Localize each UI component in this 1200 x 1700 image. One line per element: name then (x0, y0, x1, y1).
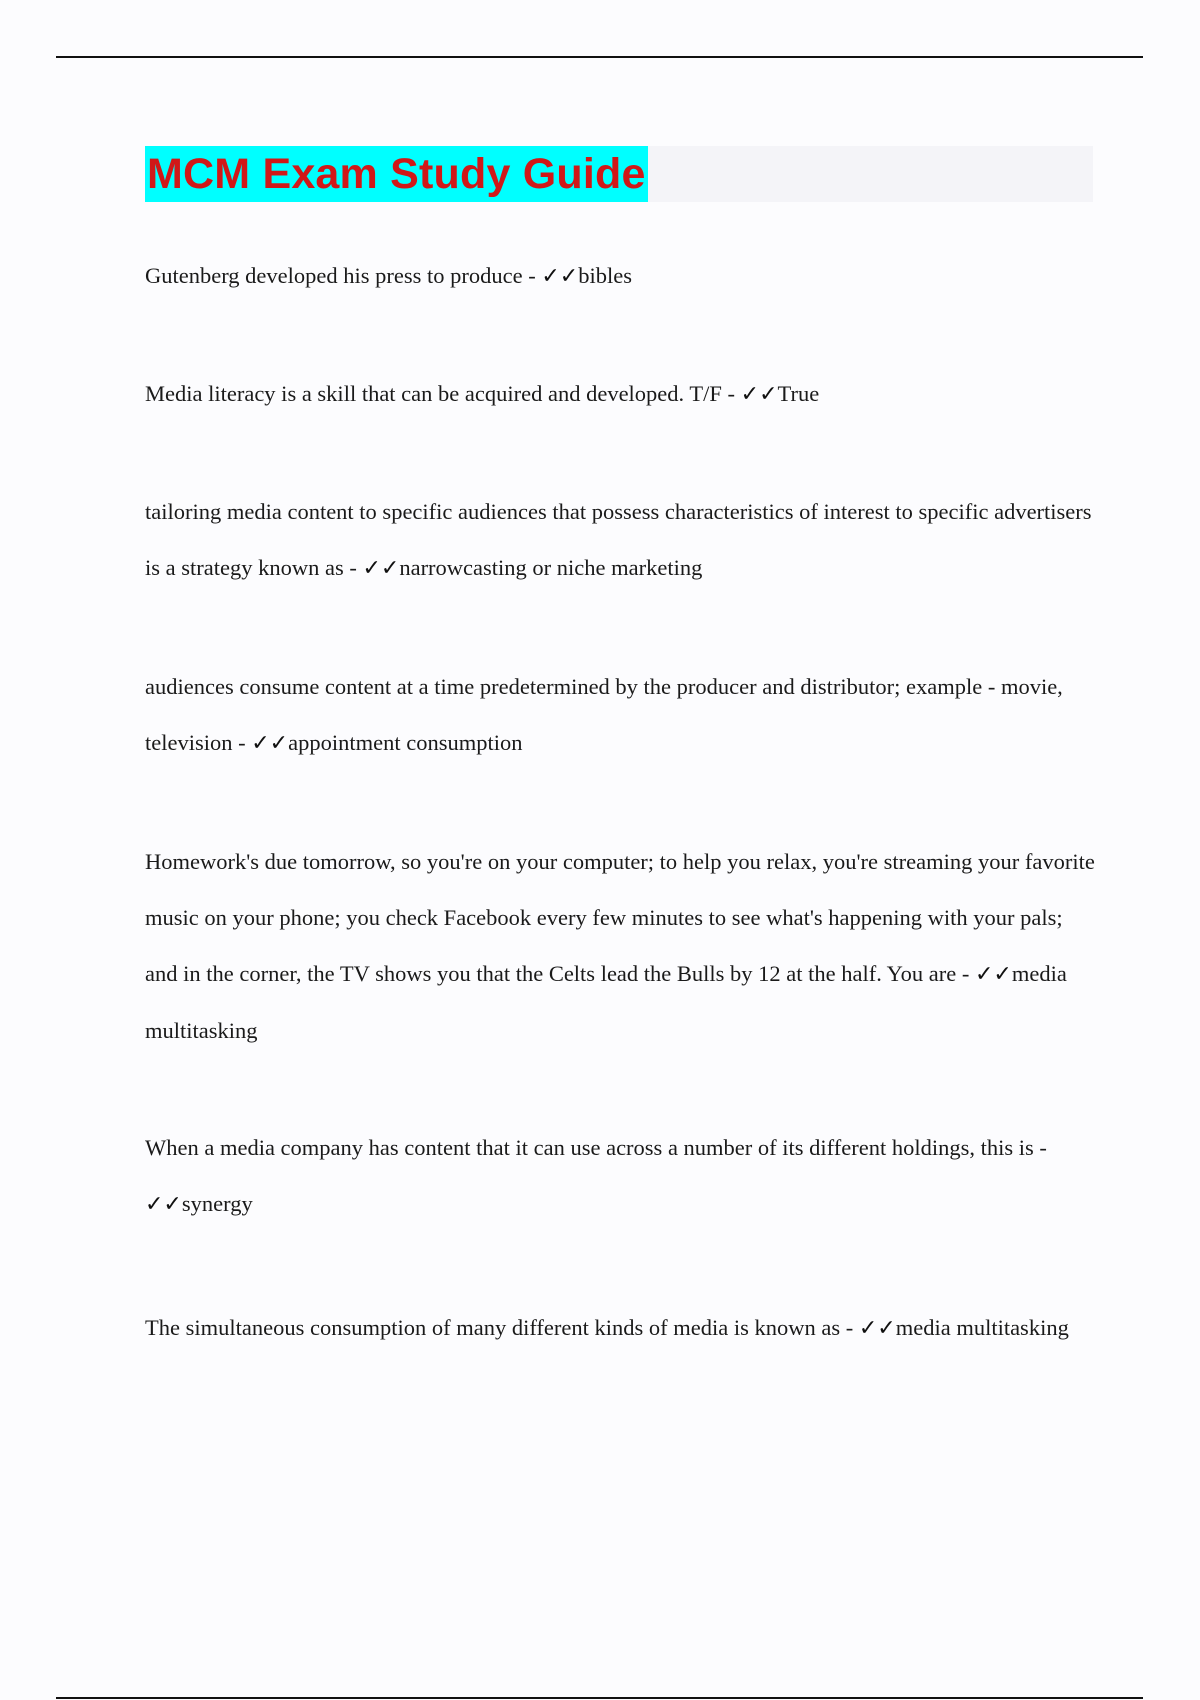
question-text: Homework's due tomorrow, so you're on your computer; to help you relax, you're streaming your favorite music on your phone; you check Facebook every few minutes to see what's happening with your pals; and in the corner, the TV shows you that the Celts lead the Bulls by 12 at the half. You are - (145, 849, 1095, 986)
double-check-icon: ✓✓ (975, 962, 1012, 987)
double-check-icon: ✓✓ (740, 382, 778, 407)
answer-text: synergy (181, 1191, 253, 1216)
qa-item-2 (145, 366, 1095, 423)
question-text: The simultaneous consumption of many different kinds of media is known as - (145, 1315, 859, 1340)
qa-item-1 (145, 248, 1095, 305)
question-text: tailoring media content to specific audiences that possess characteristics of interest to specific advertisers is a strategy known as - (145, 499, 1092, 580)
double-check-icon: ✓✓ (251, 731, 289, 756)
answer-text: True (777, 381, 820, 406)
answer-text: media multitasking (145, 961, 1067, 1043)
qa-item-4 (145, 659, 1095, 772)
qa-item-3 (145, 484, 1095, 597)
question-text: Gutenberg developed his press to produce - (145, 263, 542, 288)
document-title: MCM Exam Study Guide (145, 146, 648, 202)
top-rule (56, 56, 1143, 58)
double-check-icon: ✓✓ (541, 264, 579, 289)
question-text: When a media company has content that it can use across a number of its different holdings, this is - (145, 1135, 1047, 1160)
answer-text: media multitasking (895, 1315, 1069, 1340)
double-check-icon: ✓✓ (858, 1316, 896, 1341)
answer-text: narrowcasting or niche marketing (399, 555, 703, 580)
answer-text: bibles (578, 263, 632, 288)
answer-text: appointment consumption (288, 730, 523, 755)
qa-item-6 (145, 1120, 1095, 1233)
double-check-icon: ✓✓ (145, 1192, 182, 1217)
question-text: audiences consume content at a time predetermined by the producer and distributor; example - movie, television - (145, 674, 1063, 755)
question-text: Media literacy is a skill that can be acquired and developed. T/F - (145, 381, 741, 406)
qa-item-5 (145, 834, 1095, 1059)
bottom-rule (56, 1697, 1143, 1699)
double-check-icon: ✓✓ (362, 556, 400, 581)
qa-item-7 (145, 1300, 1095, 1357)
